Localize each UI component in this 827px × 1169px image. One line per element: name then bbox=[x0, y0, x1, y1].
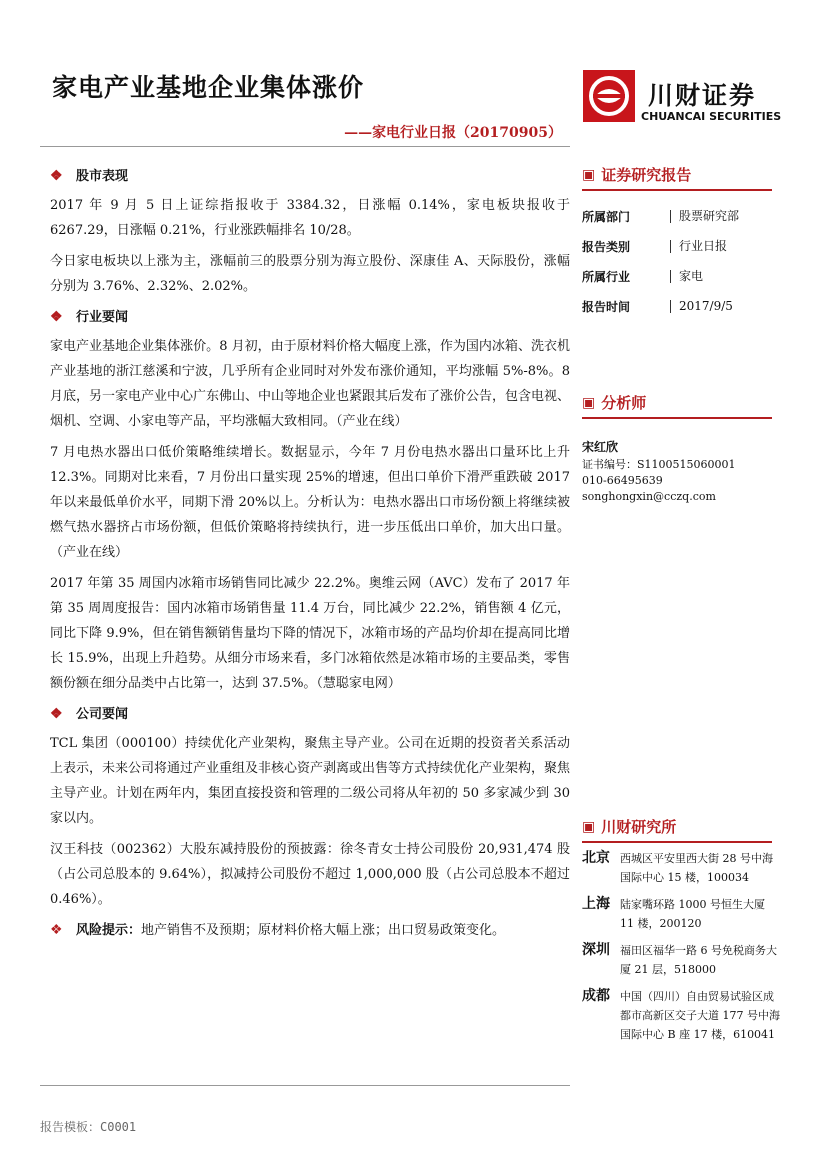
section-rule bbox=[582, 841, 772, 843]
section-market-heading: ❖ 股市表现 bbox=[50, 164, 570, 189]
risk-text: 地产销售不及预期；原材料价格大幅上涨；出口贸易政策变化。 bbox=[141, 923, 506, 938]
company-para: 汉王科技（002362）大股东减持股份的预披露：徐冬青女士持公司股份 20,931,474 股（占公司总股本的 9.64%），拟减持公司股份不超过 1,000,000 股（占公司总股本不超过 0.46%）。 bbox=[50, 842, 570, 907]
office-entry: 深圳 福田区福华一路 6 号免税商务大厦 21 层，518000 bbox=[582, 942, 777, 976]
info-row: 所属行业 家电 bbox=[582, 268, 704, 284]
diamond-bullet-icon: ❖ bbox=[50, 309, 63, 325]
section-industry-heading: ❖ 行业要闻 bbox=[50, 305, 570, 330]
analyst-panel bbox=[582, 392, 782, 505]
info-row: 报告类别 行业日报 bbox=[582, 238, 728, 254]
office-entry: 北京 西城区平安里西大街 28 号中海国际中心 15 楼，100034 bbox=[582, 850, 773, 884]
page-title: 家电产业基地企业集体涨价 bbox=[52, 73, 365, 102]
analyst-email[interactable]: songhongxin@cczq.com bbox=[582, 490, 716, 503]
report-icon: ▣ bbox=[582, 394, 596, 411]
brand-name: 川财证券 bbox=[648, 81, 757, 110]
market-para: 2017 年 9 月 5 日上证综指报收于 3384.32，日涨幅 0.14%，家电板块报收于 6267.29，日涨幅 0.21%，行业涨跌幅排名 10/28。 bbox=[50, 198, 570, 238]
industry-para: 7 月电热水器出口低价策略维续增长。数据显示，今年 7 月份电热水器出口量环比上升 12.3%。同期对比来看，7 月份出口量实现 25%的增速，但出口单价下滑严重跌破 2017 年以来最低单价水平，同期下滑 20%以上。分析认为：电热水器出口市场份额上将继续被燃气热水器挤占市场份额，但低价策略将持续执行，进一步压低出口单价，加大出口量。（产业在线） bbox=[50, 445, 570, 560]
info-row: 所属部门 股票研究部 bbox=[582, 208, 740, 224]
section-rule bbox=[582, 417, 772, 419]
logo-icon bbox=[583, 70, 635, 122]
info-row: 报告时间 2017/9/5 bbox=[582, 298, 733, 314]
risk-label: 风险提示： bbox=[76, 923, 142, 938]
brand-name-en: CHUANCAI SECURITIES bbox=[641, 110, 782, 123]
market-para: 今日家电板块以上涨为主，涨幅前三的股票分别为海立股份、深康佳 A、天际股份，涨幅分别为 3.76%、2.32%、2.02%。 bbox=[50, 254, 570, 294]
section-company-heading: ❖ 公司要闻 bbox=[50, 702, 570, 727]
diamond-bullet-icon: ❖ bbox=[50, 706, 63, 722]
section-rule bbox=[582, 189, 772, 191]
report-icon: ▣ bbox=[582, 818, 596, 835]
company-para: TCL 集团（000100）持续优化产业架构，聚焦主导产业。公司在近期的投资者关系活动上表示，未来公司将通过产业重组及非核心资产剥离或出售等方式持续优化产业架构，聚焦主导产业。计划在两年内，集团直接投资和管理的二级公司将从年初的 50 多家减少到 30 家以内。 bbox=[50, 736, 571, 826]
report-icon: ▣ bbox=[582, 166, 596, 183]
diamond-bullet-icon: ❖ bbox=[50, 168, 63, 184]
report-info-panel bbox=[582, 164, 782, 321]
industry-para: 家电产业基地企业集体涨价。8 月初，由于原材料价格大幅度上涨，作为国内冰箱、洗衣机产业基地的浙江慈溪和宁波，几乎所有企业同时对外发布涨价通知，平均涨幅 5%-8%。8 月底，另一家电产业中心广东佛山、中山等地企业也紧跟其后发布了涨价公告，包含电视、烟机、空调、小家电等产品，平均涨幅大致相同。（产业在线） bbox=[50, 339, 571, 429]
analyst-heading: ▣ 分析师 bbox=[582, 394, 647, 412]
office-entry: 成都 中国（四川）自由贸易试验区成都市高新区交子大道 177 号中海国际中心 B 座 17 楼，610041 bbox=[582, 988, 780, 1041]
page-subtitle: ——家电行业日报（20170905） bbox=[344, 125, 562, 141]
analyst-phone: 010-66495639 bbox=[582, 474, 663, 487]
institute-panel bbox=[582, 816, 782, 1052]
analyst-name: 宋红欣 bbox=[582, 440, 619, 454]
diamond-bullet-icon: ❖ bbox=[50, 922, 63, 938]
risk-note bbox=[50, 918, 570, 943]
institute-heading: ▣ 川财研究所 bbox=[582, 818, 677, 836]
header-rule bbox=[40, 146, 570, 147]
analyst-cert: 证书编号：S1100515060001 bbox=[582, 458, 736, 471]
template-code: 报告模板：C0001 bbox=[40, 1120, 137, 1134]
analyst-card bbox=[582, 439, 782, 505]
main-content bbox=[50, 164, 570, 943]
footer-rule bbox=[40, 1085, 570, 1086]
office-entry: 上海 陆家嘴环路 1000 号恒生大厦 11 楼，200120 bbox=[582, 896, 765, 930]
industry-para: 2017 年第 35 周国内冰箱市场销售同比减少 22.2%。奥维云网（AVC）发布了 2017 年第 35 周周度报告：国内冰箱市场销售量 11.4 万台，同比减少 22.2%，销售额 4 亿元，同比下降 9.9%，但在销售额销售量均下降的情况下，冰箱市场的产品均价却在提高同比增长 15.9%，出现上升趋势。从细分市场来看，多门冰箱依然是冰箱市场的主要品类，零售额份额在细分品类中占比第一，达到 37.5%。（慧聪家电网） bbox=[50, 576, 570, 691]
report-info-heading: ▣ 证券研究报告 bbox=[582, 166, 692, 184]
